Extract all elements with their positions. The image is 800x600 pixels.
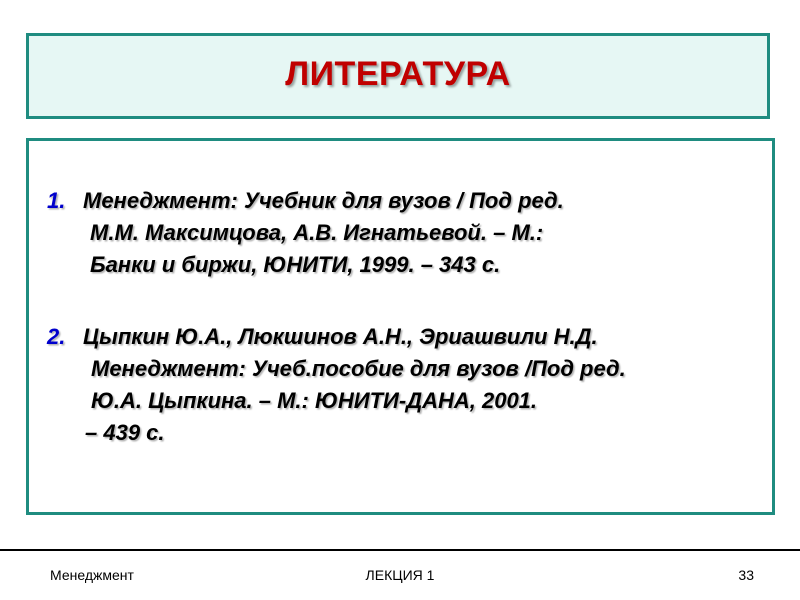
reference-number: 1. bbox=[47, 188, 66, 213]
reference-line: Менеджмент: Учебник для вузов / Под ред. bbox=[83, 188, 564, 213]
reference-line: Банки и биржи, ЮНИТИ, 1999. – 343 с. bbox=[90, 252, 501, 277]
slide-title: ЛИТЕРАТУРА bbox=[285, 54, 511, 93]
title-box bbox=[26, 33, 770, 119]
reference-line: Менеджмент: Учеб.пособие для вузов /Под ред. bbox=[91, 356, 626, 381]
reference-item-1 bbox=[47, 185, 767, 281]
reference-line: – 439 с. bbox=[85, 420, 165, 445]
footer-divider bbox=[0, 549, 800, 551]
reference-number: 2. bbox=[47, 324, 66, 349]
footer-page-number: 33 bbox=[738, 567, 754, 583]
reference-line: Ю.А. Цыпкина. – М.: ЮНИТИ-ДАНА, 2001. bbox=[91, 388, 538, 413]
footer-course-name: Менеджмент bbox=[50, 567, 134, 583]
references-box bbox=[26, 138, 775, 515]
reference-line: М.М. Максимцова, А.В. Игнатьевой. – М.: bbox=[90, 220, 544, 245]
reference-list bbox=[47, 185, 767, 449]
reference-line: Цыпкин Ю.А., Люкшинов А.Н., Эриашвили Н.Д. bbox=[83, 324, 598, 349]
reference-item-2 bbox=[47, 321, 767, 449]
footer-lecture-label: ЛЕКЦИЯ 1 bbox=[365, 567, 435, 583]
